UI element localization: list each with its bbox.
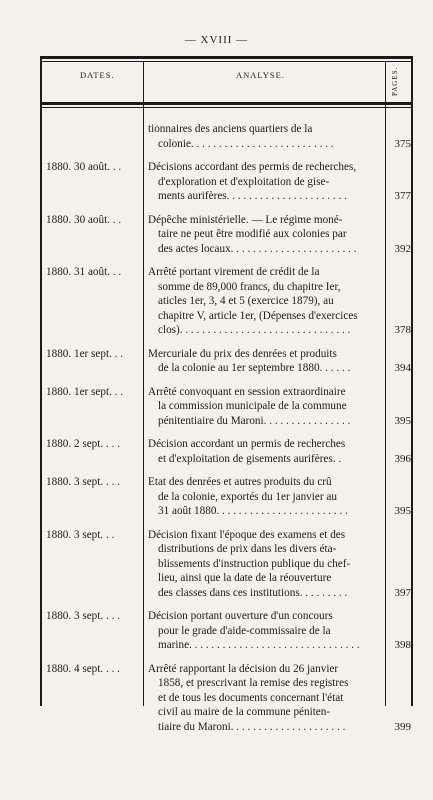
row-page-number: 377: [394, 190, 411, 202]
row-analysis: [148, 265, 382, 338]
analysis-line: de la colonie, exportés du 1er janvier au: [158, 490, 337, 503]
row-analysis: [148, 160, 382, 204]
analysis-line: taire ne peut être modifié aux colonies par: [158, 228, 347, 240]
analysis-line: Mercuriale du prix des denrées et produits: [148, 347, 337, 360]
analysis-line: et de tous les documents concernant l'état: [158, 691, 344, 704]
row-analysis: [148, 609, 382, 653]
analysis-line: aticles 1er, 3, 4 et 5 (exercice 1879), au: [158, 295, 334, 307]
analysis-line: Arrêté rapportant la décision du 26 janvier: [148, 662, 339, 675]
analysis-line: 1858, et prescrivant la remise des registres: [158, 677, 349, 689]
row-analysis: [148, 528, 382, 601]
analysis-line: des classes dans ces institutions. . . . . . . . .: [158, 586, 348, 599]
row-page-number: 395: [394, 414, 411, 427]
analysis-line: blissements d'instruction publique du chef-: [158, 557, 351, 570]
analysis-line: Arrêté convoquant en session extraordinaire: [148, 385, 346, 398]
table-frame: [40, 56, 413, 733]
analysis-line: Arrêté portant virement de crédit de la: [148, 266, 320, 278]
analysis-line: colonie. . . . . . . . . . . . . . . . . . . . . . . . . .: [158, 137, 334, 150]
row-analysis: [148, 475, 382, 519]
header-rule: [40, 102, 413, 105]
analysis-line: de la colonie au 1er septembre 1880. . . . . .: [158, 362, 351, 374]
analysis-line: des actes locaux. . . . . . . . . . . . . . . . . . . . . . .: [158, 242, 357, 255]
analysis-line: d'exploration et d'exploitation de gise-: [158, 175, 330, 188]
analysis-line: lieu, ainsi que la date de la réouverture: [158, 572, 332, 584]
row-page-number: 394: [394, 362, 411, 374]
right-border: [411, 56, 413, 706]
analysis-line: ments aurifères. . . . . . . . . . . . . . . . . . . . . .: [158, 190, 347, 202]
row-analysis: [148, 437, 382, 466]
page-folio: — XVIII —: [184, 34, 249, 46]
analysis-line: Dépêche ministérielle. — Le régime moné-: [148, 213, 343, 226]
row-page-number: 375: [394, 137, 411, 150]
row-analysis: [148, 385, 382, 429]
row-date: 1880. 3 sept. . .: [46, 528, 115, 541]
header-analyse: ANALYSE.: [236, 70, 285, 80]
analysis-line: la commission municipale de la commune: [158, 400, 347, 412]
analysis-line: Décision accordant un permis de recherches: [148, 438, 346, 450]
row-date: 1880. 4 sept. . . .: [46, 662, 120, 675]
header-rule-thin: [40, 107, 413, 108]
analysis-line: et d'exploitation de gisements aurifères. .: [158, 452, 342, 465]
analysis-line: marine. . . . . . . . . . . . . . . . . . . . . . . . . . . . . . .: [158, 639, 360, 651]
row-date: 1880. 2 sept. . . .: [46, 438, 120, 450]
analysis-line: tionnaires des anciens quartiers de la: [148, 123, 313, 135]
analysis-line: distributions de prix dans les divers éta-: [158, 543, 337, 555]
row-page-number: 395: [394, 505, 411, 517]
row-date: 1880. 1er sept. . .: [46, 347, 124, 360]
row-date: 1880. 1er sept. . .: [46, 385, 124, 398]
row-date: 1880. 31 août. . .: [46, 266, 122, 278]
header-pages: PAGES.: [391, 66, 399, 96]
analysis-line: 31 août 1880. . . . . . . . . . . . . . . . . . . . . . . .: [158, 505, 348, 517]
row-date: 1880. 30 août. . .: [46, 161, 122, 173]
row-analysis: [148, 122, 382, 151]
row-page-number: 398: [394, 639, 411, 651]
header-dates: DATES.: [80, 70, 115, 80]
analysis-line: clos). . . . . . . . . . . . . . . . . . . . . . . . . . . . . . .: [158, 324, 351, 336]
analysis-line: somme de 89,000 francs, du chapitre Ier,: [158, 280, 341, 293]
row-page-number: 396: [394, 452, 411, 465]
analysis-line: tiaire du Maroni. . . . . . . . . . . . . . . . . . . . .: [158, 720, 346, 733]
analysis-line: civil au maire de la commune péniten-: [158, 706, 331, 718]
row-date: 1880. 3 sept. . . .: [46, 610, 120, 622]
pages-column-divider: [385, 62, 386, 706]
analysis-line: pénitentiaire du Maroni. . . . . . . . . . . . . . . .: [158, 414, 351, 427]
left-border: [40, 56, 42, 706]
row-page-number: 378: [394, 324, 411, 336]
row-page-number: 392: [394, 242, 411, 255]
analysis-line: Décision portant ouverture d'un concours: [148, 610, 333, 622]
row-page-number: 397: [394, 586, 411, 599]
row-date: 1880. 30 août. . .: [46, 213, 122, 226]
row-analysis: [148, 213, 382, 257]
analysis-line: Décisions accordant des permis de recherches,: [148, 161, 357, 173]
row-analysis: [148, 347, 382, 376]
row-page-number: 399: [394, 720, 411, 733]
analysis-line: Etat des denrées et autres produits du crû: [148, 476, 332, 488]
top-rule: [40, 56, 413, 59]
row-date: 1880. 3 sept. . . .: [46, 476, 120, 488]
analysis-line: Décision fixant l'époque des examens et des: [148, 528, 346, 541]
row-analysis: [148, 662, 382, 735]
analysis-line: pour le grade d'aide-commissaire de la: [158, 624, 331, 637]
analysis-line: chapitre V, article 1er, (Dépenses d'exercices: [158, 309, 358, 322]
top-rule-thin: [40, 61, 413, 62]
